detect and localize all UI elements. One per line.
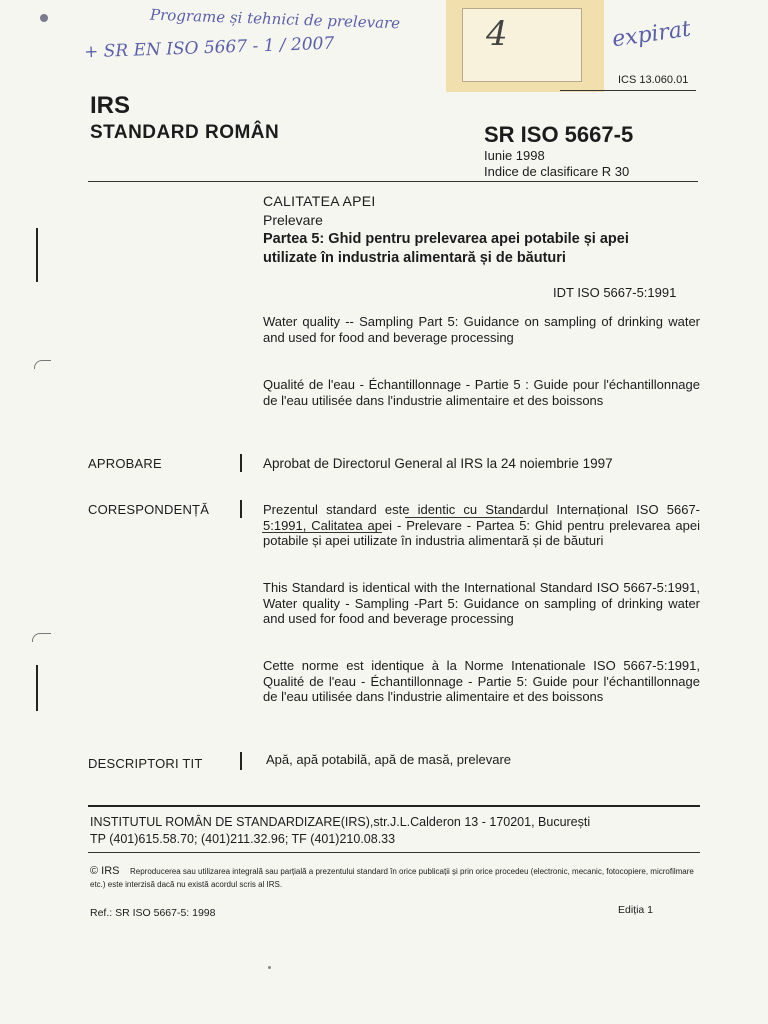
- approval-separator: [240, 454, 242, 472]
- document-subtopic: Prelevare: [263, 212, 323, 228]
- document-reference: Ref.: SR ISO 5667-5: 1998: [90, 907, 216, 919]
- ics-underline: [560, 90, 696, 91]
- descriptors-label: DESCRIPTORI TIT: [88, 756, 203, 771]
- correspondence-en: This Standard is identical with the International Standard ISO 5667-5:1991, Water quality - Sampling -Part 5: Guidance on sampling of drinking water and used for food and beverage processing: [263, 580, 700, 626]
- idt-reference: IDT ISO 5667-5:1991: [553, 285, 677, 300]
- document-part-line1: Partea 5: Ghid pentru prelevarea apei potabile și apei: [263, 231, 629, 247]
- institute-divider: [88, 852, 700, 853]
- approval-text: Aprobat de Directorul General al IRS la 24 noiembrie 1997: [263, 456, 613, 471]
- standard-code: SR ISO 5667-5: [484, 122, 634, 147]
- margin-hook-1: [34, 360, 51, 369]
- descriptors-text: Apă, apă potabilă, apă de masă, prelevare: [266, 752, 512, 767]
- header-divider: [88, 181, 698, 182]
- margin-mark-2: [36, 665, 38, 711]
- sticky-note-frame: [462, 8, 582, 82]
- copyright-text: Reproducerea sau utilizarea integrală sau parțială a prezentului standard în orice publicații și prin orice procedeu (electronic, mecanic, fotocopiere, microfilmare etc.) este interzisă dacă nu există acordul scris al IRS.: [90, 867, 694, 889]
- sticky-note-number: 4: [486, 14, 508, 54]
- edition-label: Ediția 1: [618, 904, 654, 916]
- footer-divider: [88, 805, 700, 807]
- document-topic: CALITATEA APEI: [263, 193, 376, 209]
- correspondence-underline-2: [262, 532, 382, 533]
- handwritten-status: expirat: [610, 16, 693, 53]
- french-title: Qualité de l'eau - Échantillonnage - Partie 5 : Guide pour l'échantillonnage de l'eau utilisée dans l'industrie alimentaire et des boissons: [263, 377, 700, 408]
- correspondence-ro: Prezentul standard este identic cu Standardul Internațional ISO 5667-5:1991, Calitatea apei - Prelevare - Partea 5: Ghid pentru prelevarea apei potabile și apei utilizate în industria alimentară și de băuturi: [263, 502, 700, 548]
- english-title: Water quality -- Sampling Part 5: Guidance on sampling of drinking water and used for food and beverage processing: [263, 314, 700, 345]
- correspondence-label: CORESPONDENȚĂ: [88, 502, 210, 517]
- ics-code: ICS 13.060.01: [618, 74, 689, 86]
- stray-mark: [40, 14, 48, 22]
- institute-address: INSTITUTUL ROMÂN DE STANDARDIZARE(IRS),str.J.L.Calderon 13 - 170201, București: [90, 815, 591, 829]
- institute-phone: TP (401)615.58.70; (401)211.32.96; TF (401)210.08.33: [90, 832, 396, 846]
- margin-hook-2: [32, 633, 51, 642]
- handwritten-note-line1: Programe și tehnici de prelevare: [149, 5, 401, 33]
- scan-speck: [268, 966, 271, 969]
- margin-mark-1: [36, 228, 38, 282]
- handwritten-note-line2: + SR EN ISO 5667 - 1 / 2007: [83, 33, 335, 63]
- correspondence-fr: Cette norme est identique à la Norme Intenationale ISO 5667-5:1991, Qualité de l'eau - Échantillonnage - Partie 5: Guide pour l'échantillonnage de l'eau utilisée dans l'industrie alimentaire et des boissons: [263, 658, 700, 704]
- correspondence-underline-1: [405, 517, 523, 518]
- approval-label: APROBARE: [88, 456, 162, 471]
- classification-index: Indice de clasificare R 30: [484, 164, 630, 179]
- copyright-mark: © IRS: [90, 865, 120, 877]
- correspondence-separator: [240, 500, 242, 518]
- org-name: STANDARD ROMÂN: [90, 122, 280, 143]
- document-part-line2: utilizate în industria alimentară și de băuturi: [263, 250, 566, 266]
- descriptors-separator: [240, 752, 242, 770]
- org-abbreviation: IRS: [90, 92, 131, 119]
- standard-date: Iunie 1998: [484, 148, 545, 163]
